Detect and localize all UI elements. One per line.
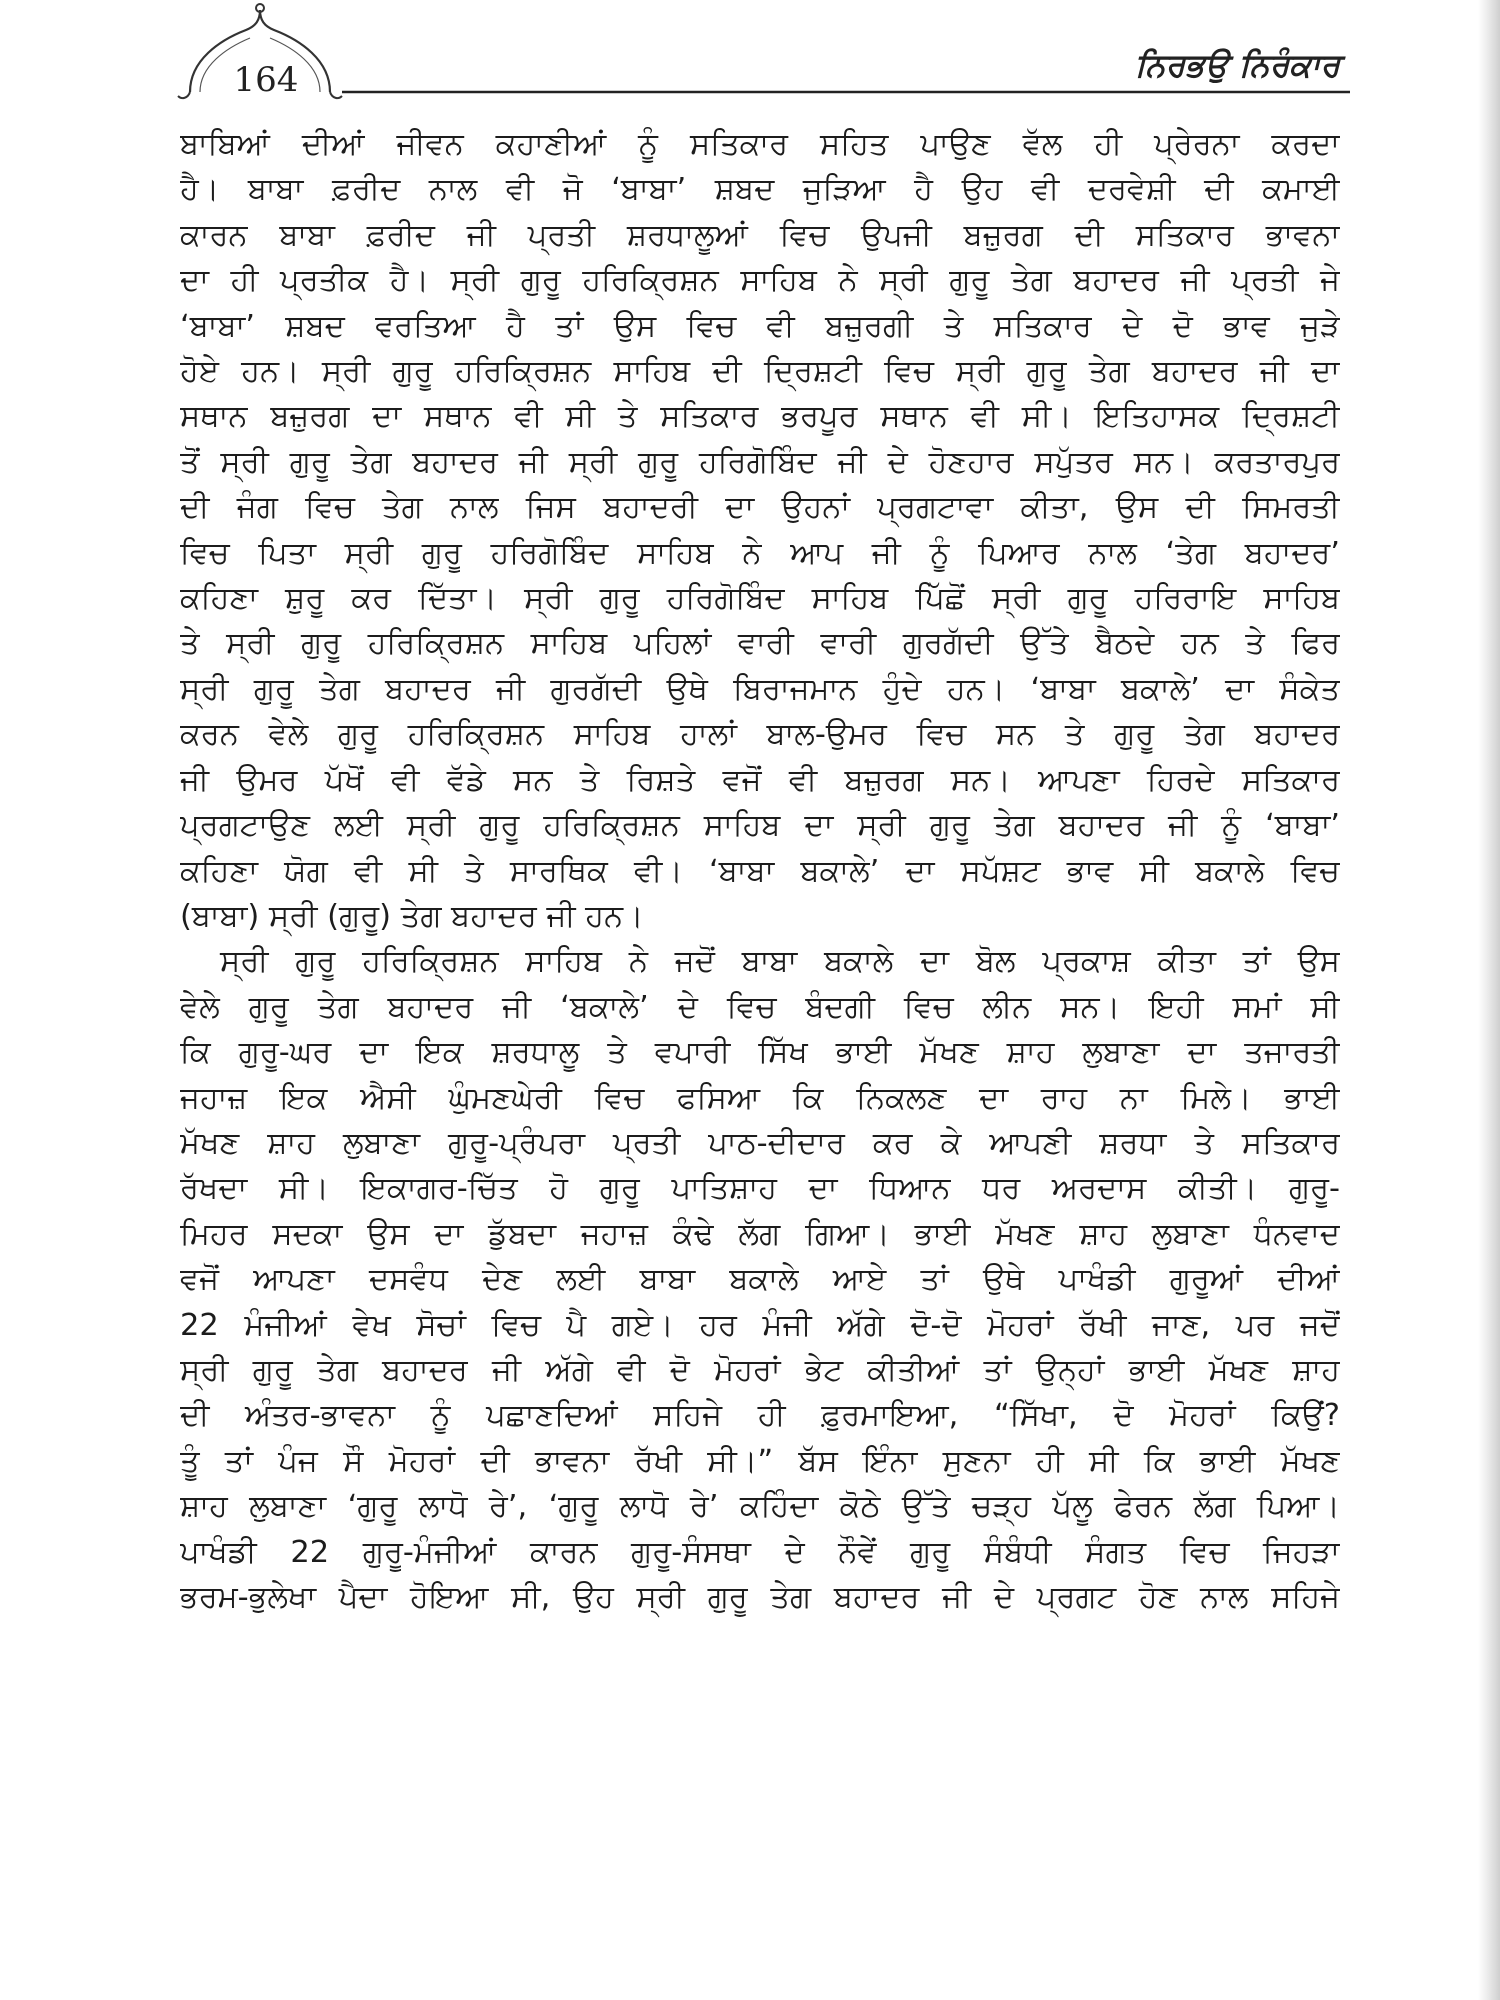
text-line: ਹੈ। ਬਾਬਾ ਫ਼ਰੀਦ ਨਾਲ ਵੀ ਜੋ ‘ਬਾਬਾ’ ਸ਼ਬਦ ਜੁੜਿਆ ਹੈ ਉਹ ਵੀ ਦਰਵੇਸ਼ੀ ਦੀ ਕਮਾਈ <box>180 172 1340 208</box>
text-line: ਵਿਚ ਪਿਤਾ ਸ੍ਰੀ ਗੁਰੂ ਹਰਿਗੋਬਿੰਦ ਸਾਹਿਬ ਨੇ ਆਪ ਜੀ ਨੂੰ ਪਿਆਰ ਨਾਲ ‘ਤੇਗ ਬਹਾਦਰ’ <box>180 535 1340 571</box>
page-edge-shadow <box>1478 0 1500 2000</box>
text-line: ਤੂੰ ਤਾਂ ਪੰਜ ਸੌ ਮੋਹਰਾਂ ਦੀ ਭਾਵਨਾ ਰੱਖੀ ਸੀ।” ਬੱਸ ਇੰਨਾ ਸੁਣਨਾ ਹੀ ਸੀ ਕਿ ਭਾਈ ਮੱਖਣ <box>180 1443 1340 1479</box>
text-line: ਸ਼ਾਹ ਲੁਬਾਣਾ ‘ਗੁਰੂ ਲਾਧੋ ਰੇ’, ‘ਗੁਰੂ ਲਾਧੋ ਰੇ’ ਕਹਿੰਦਾ ਕੋਠੇ ਉੱਤੇ ਚੜ੍ਹ ਪੱਲੂ ਫੇਰਨ ਲੱਗ ਪਿਆ। <box>180 1489 1340 1525</box>
text-line-paragraph-start: ਸ੍ਰੀ ਗੁਰੂ ਹਰਿਕ੍ਰਿਸ਼ਨ ਸਾਹਿਬ ਨੇ ਜਦੋਂ ਬਾਬਾ ਬਕਾਲੇ ਦਾ ਬੋਲ ਪ੍ਰਕਾਸ਼ ਕੀਤਾ ਤਾਂ ਉਸ <box>220 944 1340 980</box>
text-line: ਹੋਏ ਹਨ। ਸ੍ਰੀ ਗੁਰੂ ਹਰਿਕ੍ਰਿਸ਼ਨ ਸਾਹਿਬ ਦੀ ਦ੍ਰਿਸ਼ਟੀ ਵਿਚ ਸ੍ਰੀ ਗੁਰੂ ਤੇਗ ਬਹਾਦਰ ਜੀ ਦਾ <box>180 354 1340 390</box>
text-line: ਵੇਲੇ ਗੁਰੂ ਤੇਗ ਬਹਾਦਰ ਜੀ ‘ਬਕਾਲੇ’ ਦੇ ਵਿਚ ਬੰਦਗੀ ਵਿਚ ਲੀਨ ਸਨ। ਇਹੀ ਸਮਾਂ ਸੀ <box>180 989 1340 1025</box>
text-line: ਕਾਰਨ ਬਾਬਾ ਫ਼ਰੀਦ ਜੀ ਪ੍ਰਤੀ ਸ਼ਰਧਾਲੂਆਂ ਵਿਚ ਉਪਜੀ ਬਜ਼ੁਰਗ ਦੀ ਸਤਿਕਾਰ ਭਾਵਨਾ <box>180 217 1340 253</box>
text-line: ਦਾ ਹੀ ਪ੍ਰਤੀਕ ਹੈ। ਸ੍ਰੀ ਗੁਰੂ ਹਰਿਕ੍ਰਿਸ਼ਨ ਸਾਹਿਬ ਨੇ ਸ੍ਰੀ ਗੁਰੂ ਤੇਗ ਬਹਾਦਰ ਜੀ ਪ੍ਰਤੀ ਜੇ <box>180 263 1340 299</box>
text-line: ਜਹਾਜ਼ ਇਕ ਐਸੀ ਘੁੰਮਣਘੇਰੀ ਵਿਚ ਫਸਿਆ ਕਿ ਨਿਕਲਣ ਦਾ ਰਾਹ ਨਾ ਮਿਲੇ। ਭਾਈ <box>180 1080 1340 1116</box>
text-line: ਮਿਹਰ ਸਦਕਾ ਉਸ ਦਾ ਡੁੱਬਦਾ ਜਹਾਜ਼ ਕੰਢੇ ਲੱਗ ਗਿਆ। ਭਾਈ ਮੱਖਣ ਸ਼ਾਹ ਲੁਬਾਣਾ ਧੰਨਵਾਦ <box>180 1216 1340 1252</box>
text-line: ਕਿ ਗੁਰੂ-ਘਰ ਦਾ ਇਕ ਸ਼ਰਧਾਲੂ ਤੇ ਵਪਾਰੀ ਸਿੱਖ ਭਾਈ ਮੱਖਣ ਸ਼ਾਹ ਲੁਬਾਣਾ ਦਾ ਤਜਾਰਤੀ <box>180 1035 1340 1071</box>
text-line: ਰੱਖਦਾ ਸੀ। ਇਕਾਗਰ-ਚਿੱਤ ਹੋ ਗੁਰੂ ਪਾਤਿਸ਼ਾਹ ਦਾ ਧਿਆਨ ਧਰ ਅਰਦਾਸ ਕੀਤੀ। ਗੁਰੂ- <box>180 1171 1340 1207</box>
text-line: ਸ੍ਰੀ ਗੁਰੂ ਤੇਗ ਬਹਾਦਰ ਜੀ ਗੁਰਗੱਦੀ ਉਥੇ ਬਿਰਾਜਮਾਨ ਹੁੰਦੇ ਹਨ। ‘ਬਾਬਾ ਬਕਾਲੇ’ ਦਾ ਸੰਕੇਤ <box>180 671 1340 707</box>
text-line: ਭਰਮ-ਭੁਲੇਖਾ ਪੈਦਾ ਹੋਇਆ ਸੀ, ਉਹ ਸ੍ਰੀ ਗੁਰੂ ਤੇਗ ਬਹਾਦਰ ਜੀ ਦੇ ਪ੍ਰਗਟ ਹੋਣ ਨਾਲ ਸਹਿਜੇ <box>180 1580 1340 1615</box>
text-line: ਪਾਖੰਡੀ 22 ਗੁਰੂ-ਮੰਜੀਆਂ ਕਾਰਨ ਗੁਰੂ-ਸੰਸਥਾ ਦੇ ਨੌਵੇਂ ਗੁਰੂ ਸੰਬੰਧੀ ਸੰਗਤ ਵਿਚ ਜਿਹੜਾ <box>180 1534 1340 1570</box>
page-header <box>160 0 1360 110</box>
text-line-paragraph-end: (ਬਾਬਾ) ਸ੍ਰੀ (ਗੁਰੂ) ਤੇਗ ਬਹਾਦਰ ਜੀ ਹਨ। <box>180 898 644 934</box>
text-line: ਸਥਾਨ ਬਜ਼ੁਰਗ ਦਾ ਸਥਾਨ ਵੀ ਸੀ ਤੇ ਸਤਿਕਾਰ ਭਰਪੂਰ ਸਥਾਨ ਵੀ ਸੀ। ਇਤਿਹਾਸਕ ਦ੍ਰਿਸ਼ਟੀ <box>180 399 1340 435</box>
text-line: ਪ੍ਰਗਟਾਉਣ ਲਈ ਸ੍ਰੀ ਗੁਰੂ ਹਰਿਕ੍ਰਿਸ਼ਨ ਸਾਹਿਬ ਦਾ ਸ੍ਰੀ ਗੁਰੂ ਤੇਗ ਬਹਾਦਰ ਜੀ ਨੂੰ ‘ਬਾਬਾ’ <box>180 808 1340 844</box>
text-line: ਕਹਿਣਾ ਸ਼ੁਰੂ ਕਰ ਦਿੱਤਾ। ਸ੍ਰੀ ਗੁਰੂ ਹਰਿਗੋਬਿੰਦ ਸਾਹਿਬ ਪਿੱਛੋਂ ਸ੍ਰੀ ਗੁਰੂ ਹਰਿਰਾਇ ਸਾਹਿਬ <box>180 581 1340 617</box>
text-line: 22 ਮੰਜੀਆਂ ਵੇਖ ਸੋਚਾਂ ਵਿਚ ਪੈ ਗਏ। ਹਰ ਮੰਜੀ ਅੱਗੇ ਦੋ-ਦੋ ਮੋਹਰਾਂ ਰੱਖੀ ਜਾਣ, ਪਰ ਜਦੋਂ <box>180 1307 1340 1343</box>
text-line: ਕਹਿਣਾ ਯੋਗ ਵੀ ਸੀ ਤੇ ਸਾਰਥਿਕ ਵੀ। ‘ਬਾਬਾ ਬਕਾਲੇ’ ਦਾ ਸਪੱਸ਼ਟ ਭਾਵ ਸੀ ਬਕਾਲੇ ਵਿਚ <box>180 853 1340 889</box>
text-line: ਕਰਨ ਵੇਲੇ ਗੁਰੂ ਹਰਿਕ੍ਰਿਸ਼ਨ ਸਾਹਿਬ ਹਾਲਾਂ ਬਾਲ-ਉਮਰ ਵਿਚ ਸਨ ਤੇ ਗੁਰੂ ਤੇਗ ਬਹਾਦਰ <box>180 717 1340 753</box>
text-line: ਤੋਂ ਸ੍ਰੀ ਗੁਰੂ ਤੇਗ ਬਹਾਦਰ ਜੀ ਸ੍ਰੀ ਗੁਰੂ ਹਰਿਗੋਬਿੰਦ ਜੀ ਦੇ ਹੋਣਹਾਰ ਸਪੁੱਤਰ ਸਨ। ਕਰਤਾਰਪੁਰ <box>180 444 1340 480</box>
running-title: ਨਿਰਭਉ ਨਿਰੰਕਾਰ <box>1135 46 1340 84</box>
text-line: ਜੀ ਉਮਰ ਪੱਖੋਂ ਵੀ ਵੱਡੇ ਸਨ ਤੇ ਰਿਸ਼ਤੇ ਵਜੋਂ ਵੀ ਬਜ਼ੁਰਗ ਸਨ। ਆਪਣਾ ਹਿਰਦੇ ਸਤਿਕਾਰ <box>180 762 1340 798</box>
page-number: 164 <box>233 60 299 100</box>
text-line: ਵਜੋਂ ਆਪਣਾ ਦਸਵੰਧ ਦੇਣ ਲਈ ਬਾਬਾ ਬਕਾਲੇ ਆਏ ਤਾਂ ਉਥੇ ਪਾਖੰਡੀ ਗੁਰੂਆਂ ਦੀਆਂ <box>180 1262 1340 1298</box>
text-line: ਦੀ ਜੰਗ ਵਿਚ ਤੇਗ ਨਾਲ ਜਿਸ ਬਹਾਦਰੀ ਦਾ ਉਹਨਾਂ ਪ੍ਰਗਟਾਵਾ ਕੀਤਾ, ਉਸ ਦੀ ਸਿਮਰਤੀ <box>180 490 1340 526</box>
text-line: ਬਾਬਿਆਂ ਦੀਆਂ ਜੀਵਨ ਕਹਾਣੀਆਂ ਨੂੰ ਸਤਿਕਾਰ ਸਹਿਤ ਪਾਉਣ ਵੱਲ ਹੀ ਪ੍ਰੇਰਨਾ ਕਰਦਾ <box>180 127 1340 162</box>
text-line: ਸ੍ਰੀ ਗੁਰੂ ਤੇਗ ਬਹਾਦਰ ਜੀ ਅੱਗੇ ਵੀ ਦੋ ਮੋਹਰਾਂ ਭੇਟ ਕੀਤੀਆਂ ਤਾਂ ਉਨ੍ਹਾਂ ਭਾਈ ਮੱਖਣ ਸ਼ਾਹ <box>180 1352 1340 1388</box>
text-line: ਤੇ ਸ੍ਰੀ ਗੁਰੂ ਹਰਿਕ੍ਰਿਸ਼ਨ ਸਾਹਿਬ ਪਹਿਲਾਂ ਵਾਰੀ ਵਾਰੀ ਗੁਰਗੱਦੀ ਉੱਤੇ ਬੈਠਦੇ ਹਨ ਤੇ ਫਿਰ <box>180 626 1340 662</box>
text-line: ‘ਬਾਬਾ’ ਸ਼ਬਦ ਵਰਤਿਆ ਹੈ ਤਾਂ ਉਸ ਵਿਚ ਵੀ ਬਜ਼ੁਰਗੀ ਤੇ ਸਤਿਕਾਰ ਦੇ ਦੋ ਭਾਵ ਜੁੜੇ <box>180 308 1340 344</box>
body-text <box>180 122 1340 1620</box>
text-line: ਦੀ ਅੰਤਰ-ਭਾਵਨਾ ਨੂੰ ਪਛਾਣਦਿਆਂ ਸਹਿਜੇ ਹੀ ਫ਼ੁਰਮਾਇਆ, “ਸਿੱਖਾ, ਦੋ ਮੋਹਰਾਂ ਕਿਉਂ? <box>180 1398 1340 1434</box>
text-line: ਮੱਖਣ ਸ਼ਾਹ ਲੁਬਾਣਾ ਗੁਰੂ-ਪ੍ਰੰਪਰਾ ਪ੍ਰਤੀ ਪਾਠ-ਦੀਦਾਰ ਕਰ ਕੇ ਆਪਣੀ ਸ਼ਰਧਾ ਤੇ ਸਤਿਕਾਰ <box>180 1125 1340 1161</box>
